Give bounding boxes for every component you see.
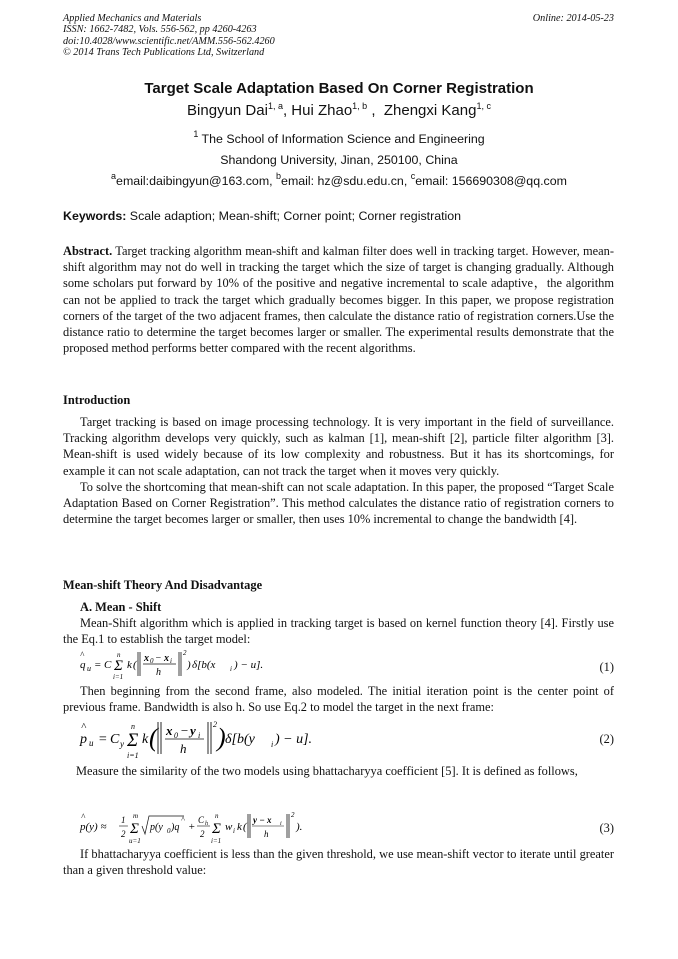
email-address: email: 156690308@qq.com (415, 174, 567, 188)
svg-text:0: 0 (150, 657, 154, 665)
paragraph: Then beginning from the second frame, also modeled. The initial iteration point is the center point of previous frame. Bandwidth is also h. So use Eq.2 to model the target in the next frame: (63, 684, 614, 715)
svg-text:n: n (131, 722, 135, 731)
svg-text:k: k (237, 821, 242, 833)
svg-text:(: ( (133, 659, 137, 671)
svg-text:u=1: u=1 (129, 837, 141, 845)
eq-hat: ^ (81, 721, 86, 733)
author-affil-sup: 1, c (476, 101, 491, 111)
equation-1 (78, 648, 614, 682)
svg-text:δ[b(y: δ[b(y (225, 732, 255, 747)
keywords-text: Scale adaption; Mean-shift; Corner point; Corner registration (126, 209, 462, 223)
paragraph: To solve the shortcoming that mean-shift can not scale adaptation. In this paper, the proposed “Target Scale Adaptation Based on Corner Registration”. This method calculates the distance ratio of registration corners to determine the target becomes larger or smaller, then uses 10% incremental to change the bandwidth [4]. (63, 479, 614, 527)
svg-text:w: w (225, 821, 233, 833)
eq-power: 2 (183, 649, 187, 657)
email-sup: c (410, 171, 416, 181)
svg-text:2: 2 (200, 829, 205, 839)
eq-sub: u (87, 664, 91, 673)
journal-header (63, 13, 614, 59)
svg-text:0: 0 (167, 827, 171, 835)
author-separator: , (367, 102, 384, 119)
svg-text:i: i (170, 657, 172, 665)
section-heading-introduction: Introduction (63, 393, 131, 407)
svg-text:^: ^ (181, 815, 185, 824)
svg-text:) − u].: ) − u]. (234, 659, 264, 671)
eq-lhs: q (80, 659, 86, 671)
doi-line: doi:10.4028/www.scientific.net/AMM.556-562.4260 (63, 35, 275, 47)
svg-text:) − u].: ) − u]. (275, 732, 313, 747)
eq-equals: = (94, 659, 102, 671)
subsection-heading: A. Mean - Shift (80, 600, 162, 614)
svg-text:m: m (133, 812, 139, 820)
svg-text:Σ: Σ (212, 821, 221, 837)
svg-text:y: y (190, 723, 196, 738)
eq-frac-den: h (156, 667, 161, 678)
author-affil-sup: 1, b (352, 101, 368, 111)
svg-text:h: h (264, 829, 269, 839)
svg-text:−: − (180, 723, 189, 738)
svg-text:): ) (187, 659, 191, 671)
svg-text:=: = (98, 732, 108, 747)
svg-text:1: 1 (121, 815, 126, 825)
svg-text:y − x: y − x (253, 815, 272, 825)
svg-text:C: C (198, 815, 205, 825)
svg-text:x: x (164, 653, 169, 664)
eq-kernel: k (127, 659, 132, 671)
eq-constant: C (110, 732, 120, 747)
eq-lhs: p(y) ≈ (80, 821, 107, 833)
svg-text:−: − (155, 653, 162, 664)
svg-text:i=1: i=1 (127, 751, 139, 760)
affiliation-school: The School of Information Science and Engineering (198, 132, 485, 146)
svg-text:^: ^ (81, 812, 85, 822)
author-separator: , (282, 102, 292, 119)
svg-text:k: k (142, 732, 149, 747)
email-line (0, 173, 678, 189)
equation-number: (3) (599, 821, 614, 835)
paragraph-block (63, 846, 614, 878)
paragraph-block (63, 683, 614, 715)
svg-text:y: y (120, 739, 124, 749)
keywords (63, 208, 614, 224)
eq-tail: δ[b(x (192, 659, 216, 671)
affiliation-sup: 1 (193, 129, 199, 139)
svg-text:i: i (233, 827, 235, 835)
svg-text:p(y: p(y (150, 822, 163, 833)
paragraph: Target tracking is based on image processing technology. It is very important in the field of surveillance. Tracking algorithm develops very quickly, such as kalman [1], mean-shift [2], particle filter algorithm [3]. Mean-shift is used widely because of its low complexity and robustness. But it has its shortcomings, for example it can not scale adaptation, can not track the target when it moves very quickly. (63, 415, 614, 478)
affiliation-line-2: Shandong University, Jinan, 250100, China (220, 153, 458, 167)
svg-text:)q: )q (171, 822, 180, 833)
email-sup: a (111, 171, 117, 181)
paper-title: Target Scale Adaptation Based On Corner Registration (144, 80, 534, 97)
eq-sum-bottom: i=1 (113, 673, 124, 681)
svg-text:i: i (230, 665, 232, 673)
author-name: Bingyun Dai (187, 102, 268, 119)
section-heading-meanshift: Mean-shift Theory And Disadvantage (63, 578, 263, 592)
svg-text:2: 2 (213, 720, 217, 729)
svg-text:).: ). (296, 821, 303, 833)
equation-3 (78, 808, 614, 848)
online-date: Online: 2014-05-23 (532, 13, 614, 24)
email-sup: b (276, 171, 282, 181)
svg-text:(: ( (149, 723, 158, 752)
abstract-label: Abstract. (63, 244, 113, 258)
author-list (0, 103, 678, 119)
svg-text:i=1: i=1 (211, 837, 222, 845)
equation-2-formula (78, 718, 378, 760)
paragraph: Measure the similarity of the two models using bhattacharyya coefficient [5]. It is defined as follows, (76, 764, 578, 778)
svg-text:2: 2 (121, 829, 126, 839)
copyright-line: © 2014 Trans Tech Publications Ltd, Switzerland (63, 47, 265, 59)
equation-3-formula (78, 808, 378, 848)
eq-hat: ^ (80, 650, 84, 660)
abstract-text: Target tracking algorithm mean-shift and kalman filter does well in tracking target. However, mean-shift algorithm may not do well in tracking the target which the size of target is changing gradually. Although some scholars put forward by 10% of the positive and negative incremental to scale adaptive，the algorithm can not be applied to track the target which gradually becomes bigger. In this paper, we propose registration corners of the target of the two adjacent frames, then calculate the distance ratio of registration corners.Use the distance ratio to determine the target becomes larger or smaller. The experimental results demonstrate that the proposed method performs better compared with the recent algorithms. (63, 244, 614, 356)
email-address: email: hz@sdu.edu.cn, (281, 174, 411, 188)
affiliation-line-1 (0, 131, 678, 147)
svg-text:i: i (198, 731, 201, 740)
svg-text:): ) (217, 723, 226, 752)
paragraph-block (63, 615, 614, 647)
eq-frac-num: x (144, 653, 149, 664)
svg-text:+: + (188, 821, 196, 833)
paragraph: If bhattacharyya coefficient is less than the given threshold, we use mean-shift vector to iterate until greater than a given threshold value: (63, 847, 614, 878)
svg-text:i: i (280, 821, 282, 827)
svg-text:(: ( (243, 821, 247, 833)
svg-text:h: h (180, 741, 187, 756)
eq-sum: Σ (114, 658, 123, 674)
author-name: Hui Zhao (291, 102, 353, 119)
svg-text:i: i (271, 740, 274, 749)
equation-number: (1) (599, 660, 614, 674)
equation-1-formula (78, 648, 378, 682)
svg-text:n: n (215, 812, 219, 820)
equation-number: (2) (599, 732, 614, 746)
svg-text:Σ: Σ (130, 821, 139, 837)
author-affil-sup: 1, a (267, 101, 283, 111)
svg-text:h: h (205, 821, 208, 827)
svg-text:x: x (166, 723, 173, 738)
abstract (63, 243, 614, 356)
keywords-label: Keywords: (63, 209, 127, 223)
svg-text:0: 0 (174, 731, 178, 740)
paragraph-block (63, 763, 614, 779)
introduction-body (63, 414, 614, 527)
eq-lhs: p (80, 732, 87, 747)
journal-name: Applied Mechanics and Materials (63, 13, 202, 24)
svg-text:u: u (89, 738, 94, 748)
eq-constant: C (104, 659, 112, 671)
issn-line: ISSN: 1662-7482, Vols. 556-562, pp 4260-4263 (63, 24, 257, 36)
email-address: email:daibingyun@163.com, (116, 174, 277, 188)
eq-sum-top: n (117, 651, 121, 659)
paragraph: Mean-Shift algorithm which is applied in tracking target is based on kernel function theory [4]. Firstly use the Eq.1 to establish the target model: (63, 616, 614, 647)
author-name: Zhengxi Kang (383, 102, 477, 119)
equation-2 (78, 718, 614, 760)
svg-text:2: 2 (291, 811, 295, 819)
eq-sum: Σ (127, 730, 139, 751)
